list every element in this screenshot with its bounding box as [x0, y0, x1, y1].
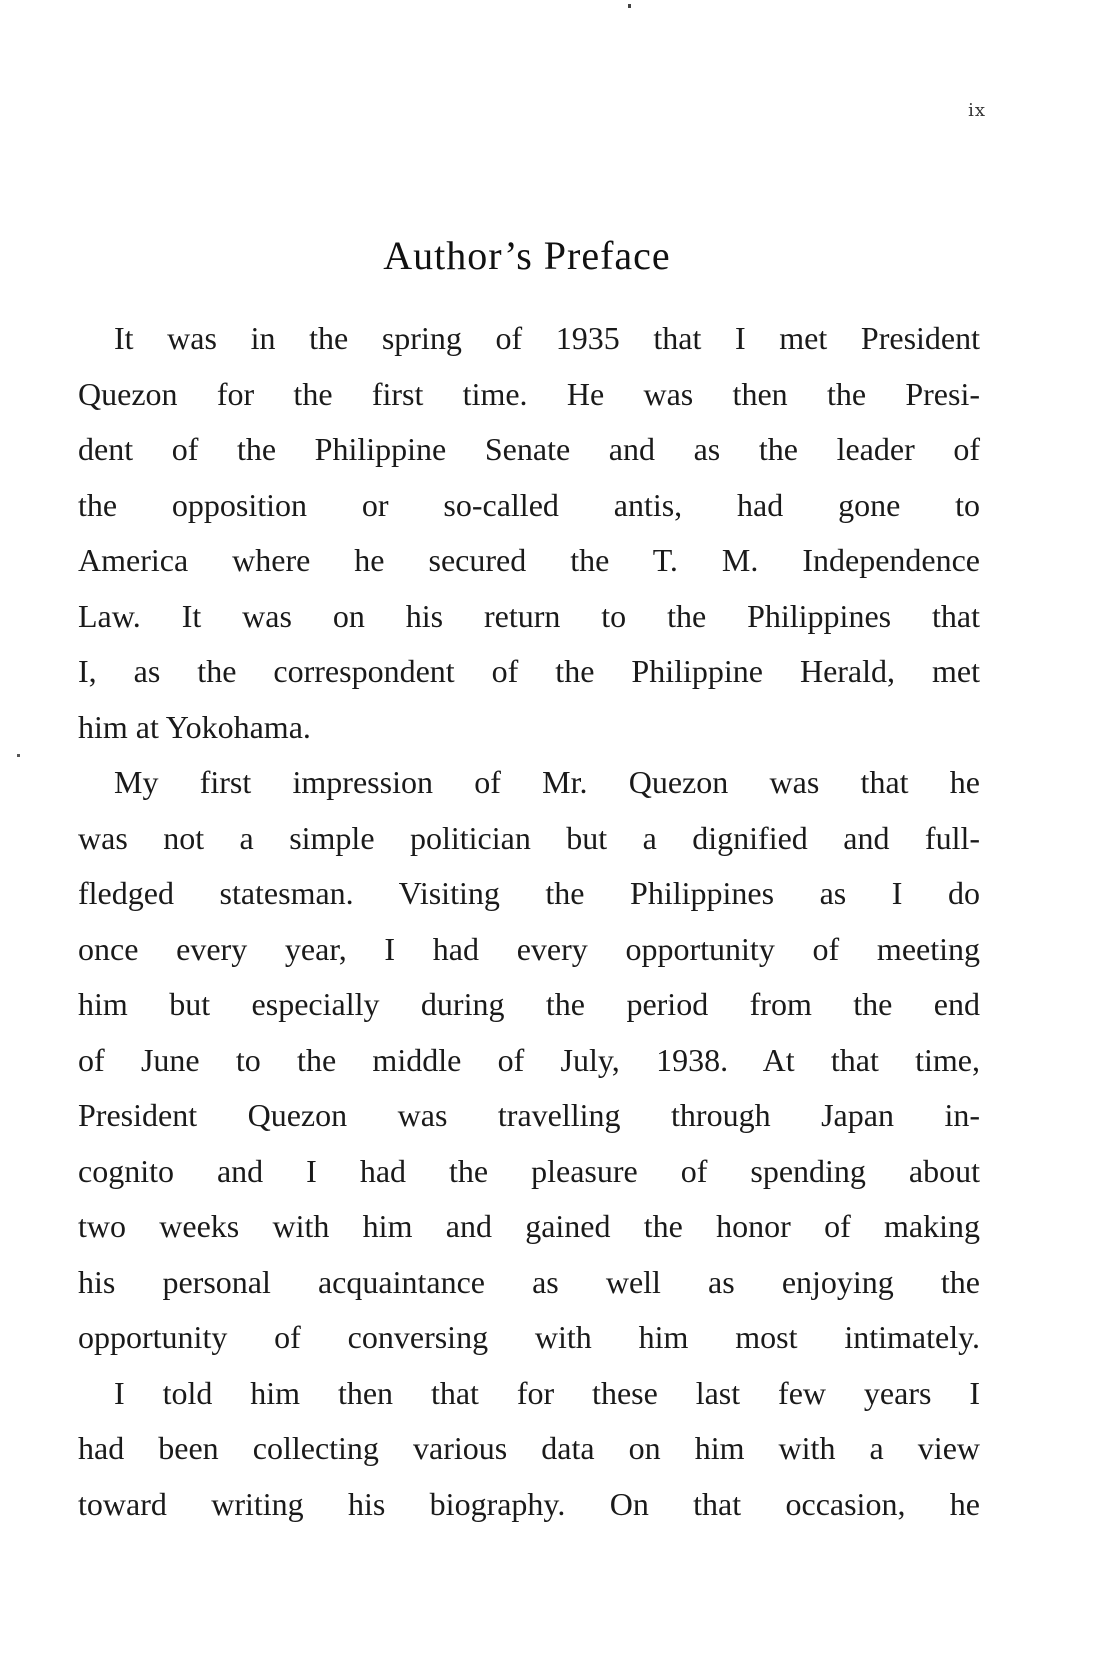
- scan-speck-top: [628, 4, 631, 8]
- text-line: him at Yokohama.: [78, 708, 311, 745]
- text-line: him but especially during the period from the end: [78, 986, 980, 1022]
- text-line: toward writing his biography. On that occasion, he: [78, 1485, 980, 1522]
- text-line: the opposition or so-called antis, had gone to: [78, 486, 980, 523]
- text-line: dent of the Philippine Senate and as the leader of: [78, 431, 980, 467]
- page-number: ix: [968, 100, 986, 121]
- text-line: cognito and I had the pleasure of spending about: [78, 1152, 980, 1189]
- text-line: opportunity of conversing with him most intimately.: [78, 1319, 980, 1355]
- preface-body: [78, 311, 980, 1532]
- paragraph-1: [78, 311, 980, 755]
- text-line: fledged statesman. Visiting the Philippines as I do: [78, 875, 980, 911]
- scan-speck-margin: [17, 754, 20, 757]
- text-line: Quezon for the first time. He was then the Presi-: [78, 375, 980, 412]
- paragraph-2: [78, 755, 980, 1366]
- text-line: was not a simple politician but a dignified and full-: [78, 819, 980, 856]
- text-line: his personal acquaintance as well as enjoying the: [78, 1263, 980, 1300]
- text-line: It was in the spring of 1935 that I met President: [114, 320, 980, 356]
- page-title: Author’s Preface: [383, 233, 671, 278]
- text-line: Law. It was on his return to the Philippines that: [78, 597, 980, 634]
- text-line: America where he secured the T. M. Independence: [78, 542, 980, 578]
- text-line: had been collecting various data on him with a view: [78, 1430, 980, 1466]
- text-line: once every year, I had every opportunity of meeting: [78, 930, 980, 967]
- text-line: My first impression of Mr. Quezon was that he: [114, 764, 980, 800]
- text-line: two weeks with him and gained the honor of making: [78, 1208, 980, 1244]
- text-line: I told him then that for these last few years I: [114, 1374, 980, 1411]
- text-line: President Quezon was travelling through Japan in-: [78, 1097, 980, 1133]
- text-line: I, as the correspondent of the Philippine Herald, met: [78, 653, 980, 689]
- text-line: of June to the middle of July, 1938. At that time,: [78, 1041, 980, 1078]
- paragraph-3: [78, 1366, 980, 1533]
